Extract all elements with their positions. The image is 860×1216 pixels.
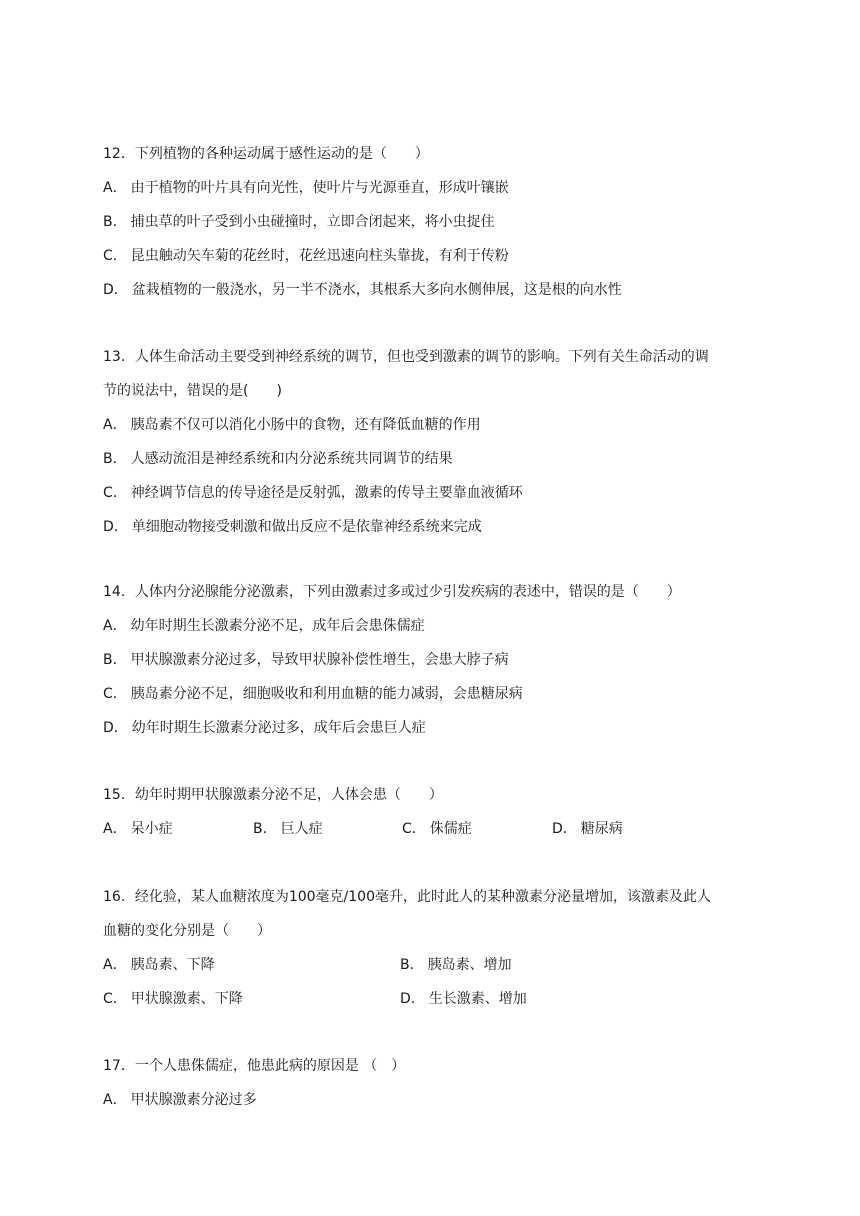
option-letter: D． — [103, 282, 128, 298]
option-letter: A． — [103, 180, 127, 196]
option-letter: C． — [103, 991, 127, 1007]
option-text: 甲状腺激素分泌过多 — [130, 1092, 257, 1108]
options-row — [103, 812, 763, 846]
option-letter: B． — [103, 214, 127, 230]
option-c — [103, 239, 763, 273]
option-letter: D． — [103, 519, 128, 535]
question-stem: 15．幼年时期甲状腺激素分泌不足，人体会患（ ） — [103, 787, 443, 803]
option-d — [103, 510, 763, 544]
option-letter: B． — [253, 821, 277, 837]
option-text: 神经调节信息的传导途径是反射弧，激素的传导主要靠血液循环 — [130, 485, 523, 501]
option-letter: A． — [103, 618, 127, 634]
option-letter: A． — [103, 417, 127, 433]
option-letter: C． — [103, 485, 127, 501]
question-stem-line-1: 13．人体生命活动主要受到神经系统的调节，但也受到激素的调节的影响。下列有关生命活动的调 — [103, 349, 709, 365]
question-stem-line-2: 血糖的变化分别是（ ） — [103, 923, 271, 939]
option-text: 胰岛素分泌不足，细胞吸收和利用血糖的能力减弱，会患糖尿病 — [130, 686, 523, 702]
option-text: 胰岛素不仅可以消化小肠中的食物，还有降低血糖的作用 — [130, 417, 481, 433]
option-text: 甲状腺激素、下降 — [130, 991, 243, 1007]
option-text: 胰岛素、下降 — [130, 957, 215, 973]
question-12 — [103, 137, 763, 307]
options-row-1 — [103, 948, 763, 982]
option-c — [103, 982, 400, 1016]
option-b — [103, 643, 763, 677]
question-16 — [103, 880, 763, 1016]
option-text: 呆小症 — [130, 821, 173, 837]
option-a — [103, 171, 763, 205]
question-stem-line-1: 16．经化验，某人血糖浓度为100毫克/100毫升，此时此人的某种激素分泌量增加，该激素及此人 — [103, 889, 711, 905]
option-d — [103, 273, 763, 307]
option-b — [103, 442, 763, 476]
option-text: 糖尿病 — [580, 821, 623, 837]
option-letter: A． — [103, 957, 127, 973]
option-letter: B． — [103, 652, 127, 668]
option-text: 幼年时期生长激素分泌不足，成年后会患侏儒症 — [130, 618, 425, 634]
option-text: 人感动流泪是神经系统和内分泌系统共同调节的结果 — [130, 451, 453, 467]
option-a — [103, 408, 763, 442]
option-b — [400, 948, 512, 982]
option-d — [400, 982, 527, 1016]
question-15 — [103, 778, 763, 846]
options-row-2 — [103, 982, 763, 1016]
option-a — [103, 812, 253, 846]
option-letter: C． — [402, 821, 426, 837]
question-stem: 14．人体内分泌腺能分泌激素，下列由激素过多或过少引发疾病的表述中，错误的是（ ） — [103, 584, 681, 600]
option-text: 侏儒症 — [429, 821, 472, 837]
option-letter: A． — [103, 821, 127, 837]
option-a — [103, 609, 763, 643]
question-17 — [103, 1049, 763, 1117]
option-d — [103, 711, 763, 745]
option-a — [103, 1083, 763, 1117]
option-text: 盆栽植物的一般浇水，另一半不浇水，其根系大多向水侧伸展，这是根的向水性 — [131, 282, 622, 298]
option-a — [103, 948, 400, 982]
option-text: 巨人症 — [280, 821, 323, 837]
question-14 — [103, 575, 763, 745]
option-c — [103, 677, 763, 711]
option-text: 单细胞动物接受刺激和做出反应不是依靠神经系统来完成 — [131, 519, 482, 535]
option-letter: D． — [103, 720, 128, 736]
option-letter: B． — [103, 451, 127, 467]
option-text: 由于植物的叶片具有向光性，使叶片与光源垂直，形成叶镶嵌 — [130, 180, 509, 196]
option-letter: D． — [400, 991, 425, 1007]
option-c — [402, 812, 552, 846]
option-b — [103, 205, 763, 239]
option-text: 幼年时期生长激素分泌过多，成年后会患巨人症 — [131, 720, 426, 736]
option-letter: D． — [552, 821, 577, 837]
option-text: 生长激素、增加 — [428, 991, 527, 1007]
question-13 — [103, 340, 763, 544]
option-text: 捕虫草的叶子受到小虫碰撞时，立即合闭起来，将小虫捉住 — [130, 214, 495, 230]
option-b — [253, 812, 402, 846]
option-text: 胰岛素、增加 — [427, 957, 512, 973]
option-d — [552, 812, 702, 846]
option-text: 昆虫触动矢车菊的花丝时，花丝迅速向柱头靠拢，有利于传粉 — [130, 248, 509, 264]
option-c — [103, 476, 763, 510]
question-stem: 17．一个人患侏儒症，他患此病的原因是 （ ） — [103, 1058, 406, 1074]
option-text: 甲状腺激素分泌过多，导致甲状腺补偿性增生，会患大脖子病 — [130, 652, 509, 668]
question-stem-line-2: 节的说法中，错误的是( ) — [103, 383, 282, 399]
option-letter: B． — [400, 957, 424, 973]
option-letter: C． — [103, 686, 127, 702]
option-letter: C． — [103, 248, 127, 264]
question-stem: 12．下列植物的各种运动属于感性运动的是（ ） — [103, 146, 429, 162]
option-letter: A． — [103, 1092, 127, 1108]
